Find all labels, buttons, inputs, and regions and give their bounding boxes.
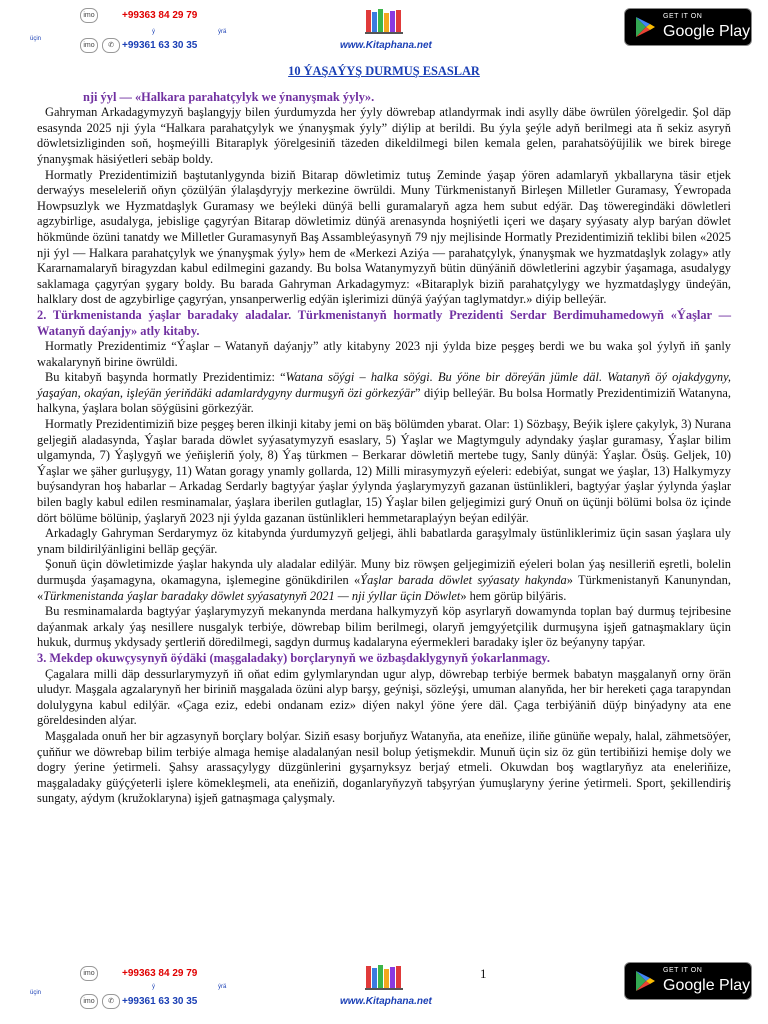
document-body	[37, 64, 731, 807]
paragraph: Arkadagly Gahryman Serdarymyz öz kitabynda ýurdumyzyň geljegi, ähli babatlarda garaşylmaly üstünliklerimiz üçin sasan ýaşlara uly ynam bildirilýänligini belläp geçýär.	[37, 526, 731, 556]
phone-number-2[interactable]: +99361 63 30 35	[122, 996, 198, 1007]
google-play-button[interactable]	[624, 962, 752, 1000]
text-run: ” diýip belleýär. Bu bolsa Hormatly Prezidentimiziň Watanyna, halkyna, ýaşlara bolan söýgüsini görkezýär.	[37, 385, 731, 416]
books-logo-icon	[364, 964, 404, 990]
footer-tiny-left: üçin	[30, 990, 42, 996]
text-run: » Türkmenistanyň Kanunyndan, «	[37, 573, 731, 603]
page-number: 1	[480, 966, 487, 981]
section-3-heading: 3. Mekdep okuwçysynyň öýdäki (maşgaladaky) borçlarynyň we özbaşdaklygynyň ýokarlanmagy.	[37, 650, 550, 665]
text-run: » hem görüp bilýäris.	[460, 588, 567, 603]
page-footer	[0, 958, 768, 1018]
paragraph	[37, 370, 731, 417]
site-link[interactable]: www.Kitaphana.net	[340, 40, 432, 51]
google-play-icon	[633, 969, 657, 993]
section-1-heading: nji ýyl — «Halkara parahatçylyk we ýnanyşmak ýyly».	[83, 89, 375, 104]
header-tiny-mid-2: ýrä	[218, 29, 227, 35]
text-run: Şonuň üçin döwletimizde ýaşlar hakynda uly aladalar edilýär. Muny biz röwşen geljegimiziň eýeleri bolan ýaş nesilleriň eşretli, bolelin durmuşda ýaşamagyna, okamagyna, işlemegine gönükdirilen «	[37, 557, 731, 587]
google-play-icon	[633, 15, 657, 39]
paragraph: Çagalara milli däp dessurlarymyzyň iň oňat edim gylymlaryndan ugur alyp, döwrebap terbiýe bermek babatyn maşgalanyň orny örän uludyr. Maşgala agzalarynyň her biriniň maşgalada özüni alyp barşy, geýnişi, sözleýşi, umuman alanyňda, her bir hereketi çaga tarapyndan dolulygyna kabul edilýär. «Çaga eziz, edebi ondanam eziz» diýen nakyl ýöne ýere däl. Çaga terbiýäniň düýp binýadyny ata ene göreldesinden alýar.	[37, 666, 731, 728]
footer-tiny-mid-2: ýrä	[218, 984, 227, 990]
paragraph: Hormatly Prezidentimiz “Ýaşlar – Watanyň daýanjy” atly kitabyny 2023 nji ýylda bize peşgeş berdi we bu waka şol ýylyň iň şanly wakalarynyň birine öwrüldi.	[37, 339, 731, 369]
paragraph: Maşgalada onuň her bir agzasynyň borçlary bolýar. Siziň esasy borjuňyz Watanyňa, ata eneňize, iliňe günüňe wepaly, halal, zähmetsöýer, çuňňur we döwrebap bilim terbiýe almaga hemişe aladalanýan nesil bolup ýetişmekdir. Munuň üçin siz öz gün tertibiňizi hemişe doly we dogry ýerine ýetirmeli. Şahsy arassaçylygy düzgünlerini gyşarnyksyz berjaý etmeli. Okuwdan boş wagtlaryňyz ata eneleriňize, maşgaladaky güýçýeterli işlere kömekleşmeli, ata eneňiziň, doganlaryňyzyň tabşyrýan ýumuşlaryny ýerine ýetirmeli. Sport, şekillendiriş sungaty, aýdym (kružoklaryna) işjeň gatnaşmaga çalyşmaly.	[37, 728, 731, 806]
text-run: Bu kitabyň başynda hormatly Prezidentimiz: “	[45, 370, 286, 385]
badge-big-text: Google Play	[663, 977, 751, 994]
quote: Watana söýgi – halka söýgi. Bu ýöne bir döreýän jümle däl. Watanyň öý ojakdygyny, ýaşaýan, okaýan, işleýän ýeriňdäki adamlardygyny durmuşyň özi görkezýär	[37, 370, 731, 400]
header-tiny-left: üçin	[30, 36, 42, 42]
imo-icon: imo	[80, 38, 98, 53]
badge-big-text: Google Play	[663, 23, 751, 40]
quote: Türkmenistanda ýaşlar baradaky döwlet syýasatynyň 2021 — nji ýyllar üçin Döwlet	[43, 588, 461, 603]
phone-number-1[interactable]: +99363 84 29 79	[122, 10, 198, 21]
imo-icon: imo	[80, 8, 98, 23]
page-title: 10 ÝAŞAÝYŞ DURMUŞ ESASLAR	[288, 64, 480, 78]
paragraph: Gahryman Arkadagymyzyň başlangyjy bilen ýurdumyzda her ýyly döwrebap atlandyrmak indi asylly däbe öwrülen ýörelgedir. Şol däp esasynda 2025 nji ýyla “Halkara parahatçylyk we ýnanyşmak ýyly” diýlip at berildi. Bu ýyla şeýle adyň berilmegi ata ň sekiz asyryň döwletsizliginden soň, hoşmeýilli Bitaraplyk ýörelgesiniň täzeden dikeldilmegi bilen kemala gelen, parahatsöýüjilik we birek birege ýnanyşmak häsiýetleri sebäp boldy.	[37, 105, 731, 166]
phone-number-2[interactable]: +99361 63 30 35	[122, 40, 198, 51]
site-link[interactable]: www.Kitaphana.net	[340, 996, 432, 1007]
phone-icon: ✆	[102, 38, 120, 53]
footer-tiny-mid-1: ý	[152, 984, 155, 990]
paragraph: Bu resminamalarda bagtyýar ýaşlarymyzyň mekanynda merdana halkymyzyň köp asyrlaryň dowamynda toplan baý durmuş tejribesine daýanmak arkaly ýaş nesillere nusgalyk terbiýe, döwrebap bilim berilmegi, olaryň jemgyýetçilik durmuşyna işjeň gatnaşmaklary üçin hukuk, durmuş ykdysady şertleriň döredilmegi, sagdyn durmuş kadalaryna eýermekleri baradaky işler öz beýanyny tapýar.	[37, 604, 731, 650]
badge-small-text: GET IT ON	[663, 13, 703, 20]
phone-number-1[interactable]: +99363 84 29 79	[122, 968, 198, 979]
google-play-button[interactable]	[624, 8, 752, 46]
imo-icon: imo	[80, 966, 98, 981]
books-logo-icon	[364, 8, 404, 34]
paragraph: Hormatly Prezidentimiziň bize peşgeş beren ilkinji kitaby jemi on bäş bölümden ybarat. Olar: 1) Sözbaşy, Beýik işlere çakylyk, 3) Nurana geljegiň aladasynda, Ýaşlar barada döwlet syýasatymyzyň esaslary, 5) Ýaşlar we Magtymguly adyndaky ýaşlar guramasy, Ýaşlar bilim ulgamynda, 7) Ýaşlygyň we ýeňişleriň ýoly, 8) Ýaş türkmen – Berkarar döwletiň mertebe tugy, Sanly dünýä: Ýaşlar. Ösüş. Geljek, 10) Ýaşlar we şäher gurluşygy, 11) Watan goragy ynamly gollarda, 12) Milli mirasymyzyň eýeleri: edebiýat, sungat we ýaşlar, 13) Halkymyzy buýsandyran hoş habarlar – Arkadag Serdarly bagtyýar ýaşlar ýylynda ýaşlarymyzyň gazanan üstünlikleri, bagtyýar ýaşlar ýylynda ýaşlar bilen bagly kabul edilen resminamalar, ýaşlara iberilen gutlaglar, 15) Ýaşlar bilen geljegimizi gurý Onuň on üçünji bölümi bolsa öz içinde dört bölüme bölünip, ýaşlaryň 2023 nji ýylda gazanan üstünlikleri hemmetaraplaýyn beýan edilýär.	[37, 417, 732, 525]
badge-small-text: GET IT ON	[663, 967, 703, 974]
paragraph	[37, 557, 731, 604]
paragraph: Hormatly Prezidentimiziň baştutanlygynda biziň Bitarap döwletimiz tutuş Zeminde ýaşap ýören adamlaryň ykballaryna täsir etjek derwaýys meseleleriň oňyn çözülýän ýlalaşdyryjy merkezine öwrüldi. Muny Türkmenistanyň Birleşen Milletler Guramasy, Ýewropada Howpsuzlyk we Hyzmatdaşlyk Guramasy we beýleki dünýä belli guramalaryň agza hem subut edýär. Daş töweregindäki döwletleri agzybirlige, asudalyga, jebislige çagyrýan Bitarap döwletimiz dünýä arenasynda hoşniýetli içeri we daşary syýasaty alyp barýan döwlet hökmünde özüni tanatdy we Milletler Guramasynyň Baş Assambleýasynyň 79 njy mejlisinde Hormatly Prezidentimiziň teklibi bilen «2025 nji ýyl — Halkara parahatçylyk we ýnanyşmak ýyly» hem de «Merkezi Aziýa — parahatçylyk, ýnanyşmak we hyzmatdaşlyk zolagy» atly Kararnamalaryň biragyzdan kabul edilmegini gazandy. Bu bolsa Watanymyzyň bütin dünýäniň döwletlerini agzybir ýaşamaga, asudalygy saklamaga çagyrýan şygary boldy. Bu barada Gahryman Arkadagymyz: «Bitaraplyk biziň parahatçylygy we hyzmatdaşlygy ündeýän, halklary dost de agzybirlige çagyrýan, ynsanperwerlig edýän işlerimizi dünýä ýaýýan taglymatdyr.» diýip belleýär.	[37, 167, 731, 307]
header-tiny-mid-1: ý	[152, 29, 155, 35]
imo-icon: imo	[80, 994, 98, 1009]
section-2-heading: 2. Türkmenistanda ýaşlar baradaky aladalar. Türkmenistanyň hormatly Prezidenti Serdar Berdimuhamedowyň «Ýaşlar — Watanyň daýanjy» atly kitaby.	[37, 307, 731, 338]
page-header	[0, 0, 768, 60]
phone-icon: ✆	[102, 994, 120, 1009]
quote: Ýaşlar barada döwlet syýasaty hakynda	[360, 573, 567, 587]
